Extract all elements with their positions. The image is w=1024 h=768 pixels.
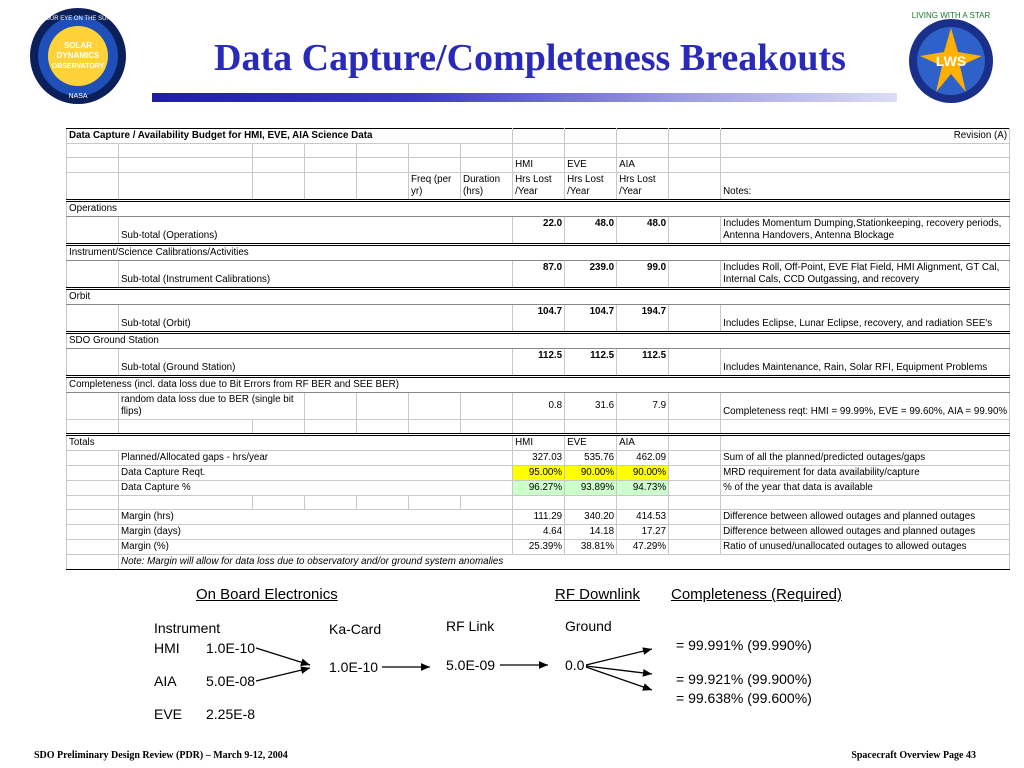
svg-text:OUR EYE ON THE SUN: OUR EYE ON THE SUN [45,16,111,22]
col-freq: Freq (per yr) [409,173,461,201]
subtotal-label: random data loss due to BER (single bit flips) [119,393,305,420]
section-name: Operations [67,201,1010,217]
ground-label: Ground [565,618,612,634]
totals-head-row: Totals HMI EVE AIA [67,435,1010,451]
section-name: Instrument/Science Calibrations/Activities [67,245,1010,261]
subtotal-row: Sub-total (Ground Station) 112.5 112.5 112.5 Includes Maintenance, Rain, Solar RFI, Equipment Problems [67,349,1010,377]
instrument-value: 2.25E-8 [206,706,256,722]
col-aia: AIA [617,158,669,173]
instrument-label: Instrument [154,620,221,636]
result-value: = 99.921% (99.900%) [676,671,812,687]
arrow-ground-to-result-1 [586,649,652,665]
svg-text:NASA: NASA [68,93,88,100]
col-hmi: HMI [513,158,565,173]
ground-value: 0.0 [565,657,585,673]
instrument-name: HMI [154,640,180,656]
svg-text:OBSERVATORY: OBSERVATORY [51,63,105,70]
instrument-name: EVE [154,706,183,722]
section-note: Includes Roll, Off-Point, EVE Flat Field, HMI Alignment, GT Cal, Internal Cals, CCD Outgassing, and recovery [721,261,1010,289]
col-notes: Notes: [721,173,1010,201]
completeness-heading: Completeness (Required) [671,586,842,603]
table-row: Margin (days) 4.64 14.18 17.27 Difference between allowed outages and planned outages [67,525,1010,540]
ka-card-value: 1.0E-10 [329,659,379,675]
on-board-heading: On Board Electronics [196,586,338,603]
table-title: Data Capture / Availability Budget for HMI, EVE, AIA Science Data [67,129,513,144]
col-hrs-lost-hmi: Hrs Lost /Year [513,173,565,201]
revision-label: Revision (A) [721,129,1010,144]
result-value: = 99.991% (99.990%) [676,637,812,653]
svg-text:DYNAMICS: DYNAMICS [56,51,100,60]
svg-text:SOLAR: SOLAR [64,41,92,50]
subtotal-label: Sub-total (Orbit) [119,305,513,333]
ka-card-label: Ka-Card [329,621,382,637]
footer-right: Spacecraft Overview Page 43 [851,750,976,761]
table-row: Planned/Allocated gaps - hrs/year 327.03 535.76 462.09 Sum of all the planned/predicted outages/gaps [67,451,1010,466]
instrument-name: AIA [154,673,177,689]
col-eve: EVE [565,158,617,173]
table-row: Data Capture % 96.27% 93.89% 94.73% % of the year that data is available [67,481,1010,496]
rf-downlink-heading: RF Downlink [555,586,641,603]
subtotal-row: random data loss due to BER (single bit flips) 0.8 31.6 7.9 Completeness reqt: HMI = 99.99%, EVE = 99.60%, AIA = 99.90% [67,393,1010,420]
arrow-aia-to-ka [256,668,310,681]
rf-link-value: 5.0E-09 [446,657,496,673]
subtotal-label: Sub-total (Instrument Calibrations) [119,261,513,289]
table-row: Margin (hrs) 111.29 340.20 414.53 Difference between allowed outages and planned outages [67,510,1010,525]
section-note: Includes Maintenance, Rain, Solar RFI, Equipment Problems [721,349,1010,377]
subtotal-row: Sub-total (Instrument Calibrations) 87.0 239.0 99.0 Includes Roll, Off-Point, EVE Flat Field, HMI Alignment, GT Cal, Internal Cals, CCD Outgassing, and recovery [67,261,1010,289]
col-hrs-lost-eve: Hrs Lost /Year [565,173,617,201]
col-hrs-lost-aia: Hrs Lost /Year [617,173,669,201]
arrow-hmi-to-ka [256,648,310,665]
subtotal-row: Sub-total (Orbit) 104.7 104.7 194.7 Includes Eclipse, Lunar Eclipse, recovery, and radiation SEE's [67,305,1010,333]
margin-footnote: Note: Margin will allow for data loss due to observatory and/or ground system anomalies [119,555,1010,570]
table-row: Data Capture Reqt. 95.00% 90.00% 90.00% MRD requirement for data availability/capture [67,466,1010,481]
totals-label: Totals [67,435,513,451]
section-name: Orbit [67,289,1010,305]
footer-left: SDO Preliminary Design Review (PDR) – March 9-12, 2004 [34,750,288,761]
page-title: Data Capture/Completeness Breakouts [214,37,846,79]
section-note: Includes Momentum Dumping,Stationkeeping, recovery periods, Antenna Handovers, Antenna Blockage [721,217,1010,245]
section-note: Completeness reqt: HMI = 99.99%, EVE = 99.60%, AIA = 99.90% [721,393,1010,420]
svg-text:LIVING WITH A STAR: LIVING WITH A STAR [911,11,991,20]
table-row: Margin (%) 25.39% 38.81% 47.29% Ratio of unused/unallocated outages to allowed outages [67,540,1010,555]
subtotal-row: Sub-total (Operations) 22.0 48.0 48.0 Includes Momentum Dumping,Stationkeeping, recovery periods, Antenna Handovers, Antenna Blockage [67,217,1010,245]
instrument-value: 5.0E-08 [206,673,256,689]
section-name: SDO Ground Station [67,333,1010,349]
subtotal-label: Sub-total (Ground Station) [119,349,513,377]
svg-text:LWS: LWS [935,53,967,69]
instrument-value: 1.0E-10 [206,640,256,656]
rf-link-label: RF Link [446,618,495,634]
section-note: Includes Eclipse, Lunar Eclipse, recovery, and radiation SEE's [721,305,1010,333]
section-name: Completeness (incl. data loss due to Bit Errors from RF BER and SEE BER) [67,377,1010,393]
subtotal-label: Sub-total (Operations) [119,217,513,245]
col-duration: Duration (hrs) [461,173,513,201]
result-value: = 99.638% (99.600%) [676,690,812,706]
